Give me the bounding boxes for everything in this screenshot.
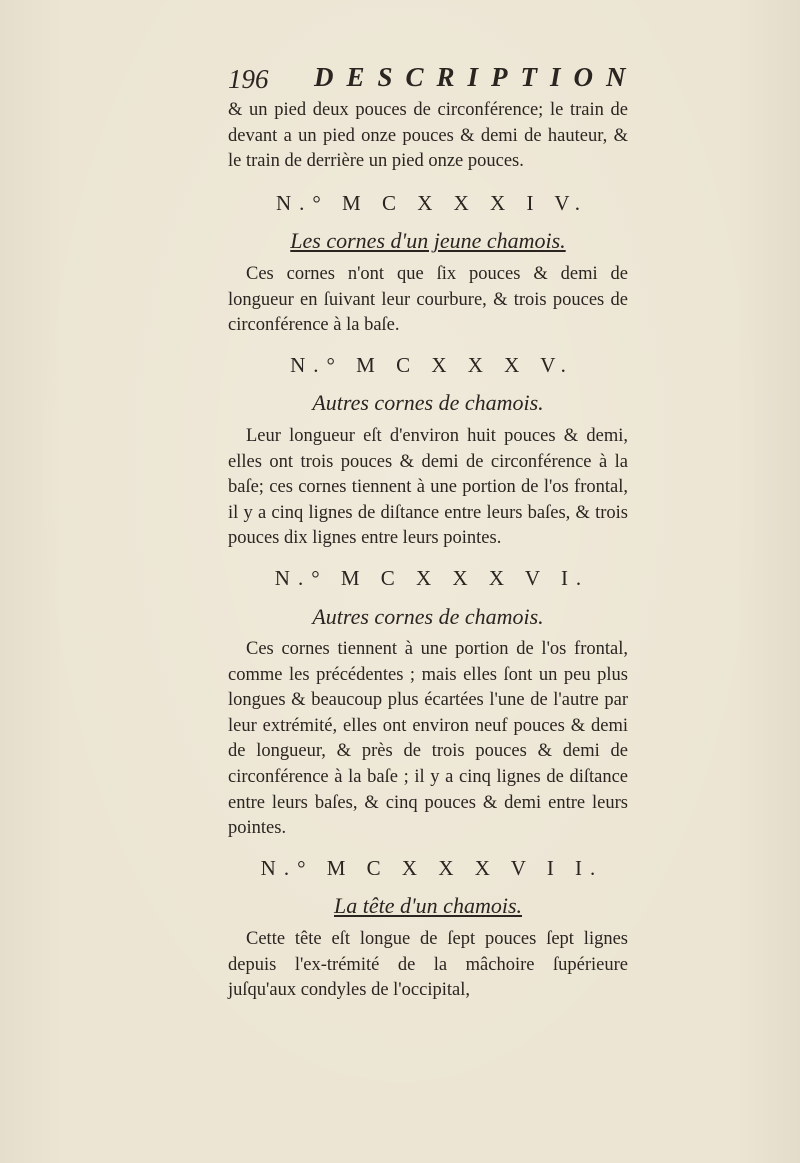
entry-title-text: Autres cornes de chamois. — [312, 390, 544, 416]
entry-title — [228, 228, 628, 254]
entry-paragraph: Cette tête eſt longue de ſept pouces ſept lignes depuis l'ex-trémité de la mâchoire ſupérieure juſqu'aux condyles de l'occipital, — [228, 929, 628, 1001]
entry-number: N.° M C X X X V. — [290, 352, 574, 377]
entry-paragraph: Leur longueur eſt d'environ huit pouces & demi, elles ont trois pouces & demi de circonférence à la baſe; ces cornes tiennent à une portion de l'os frontal, il y a cinq lignes de diſtance entre leurs baſes, & trois pouces dix lignes entre leurs pointes. — [228, 425, 628, 549]
page-header — [228, 62, 639, 98]
entry-number: N.° M C X X X V I I. — [260, 855, 604, 880]
entry-paragraph: Ces cornes n'ont que ſix pouces & demi de longueur en ſuivant leur courbure, & trois pouces de circonférence à la baſe. — [228, 263, 628, 336]
entry-title — [228, 390, 628, 416]
entry-title-text: Les cornes d'un jeune chamois. — [290, 228, 566, 254]
entry-number: N.° M C X X X I V. — [275, 190, 589, 215]
entry-title — [228, 893, 628, 919]
intro-paragraph: & un pied deux pouces de circonférence; le train de devant a un pied onze pouces & demi de hauteur, & le train de derrière un pied onze pouces. — [228, 100, 628, 172]
entry-title-text: Autres cornes de chamois. — [312, 603, 544, 629]
page-number: 196 — [228, 64, 269, 94]
running-title: DESCRIPTION — [314, 62, 639, 92]
page-body — [228, 98, 628, 1004]
entry-paragraph: Ces cornes tiennent à une portion de l'os frontal, comme les précédentes ; mais elles ſont un peu plus longues & beaucoup plus écartées l'une de l'autre par leur extrémité, elles ont environ neuf pouces & demi de longueur, & près de trois pouces & demi de circonférence à la baſe ; il y a cinq lignes de diſtance entre leurs baſes, & cinq pouces & demi entre leurs pointes. — [228, 639, 628, 839]
entry-title-text: La tête d'un chamois. — [333, 893, 523, 919]
entry-title — [228, 604, 628, 630]
entry-number: N.° M C X X X V I. — [274, 565, 590, 590]
